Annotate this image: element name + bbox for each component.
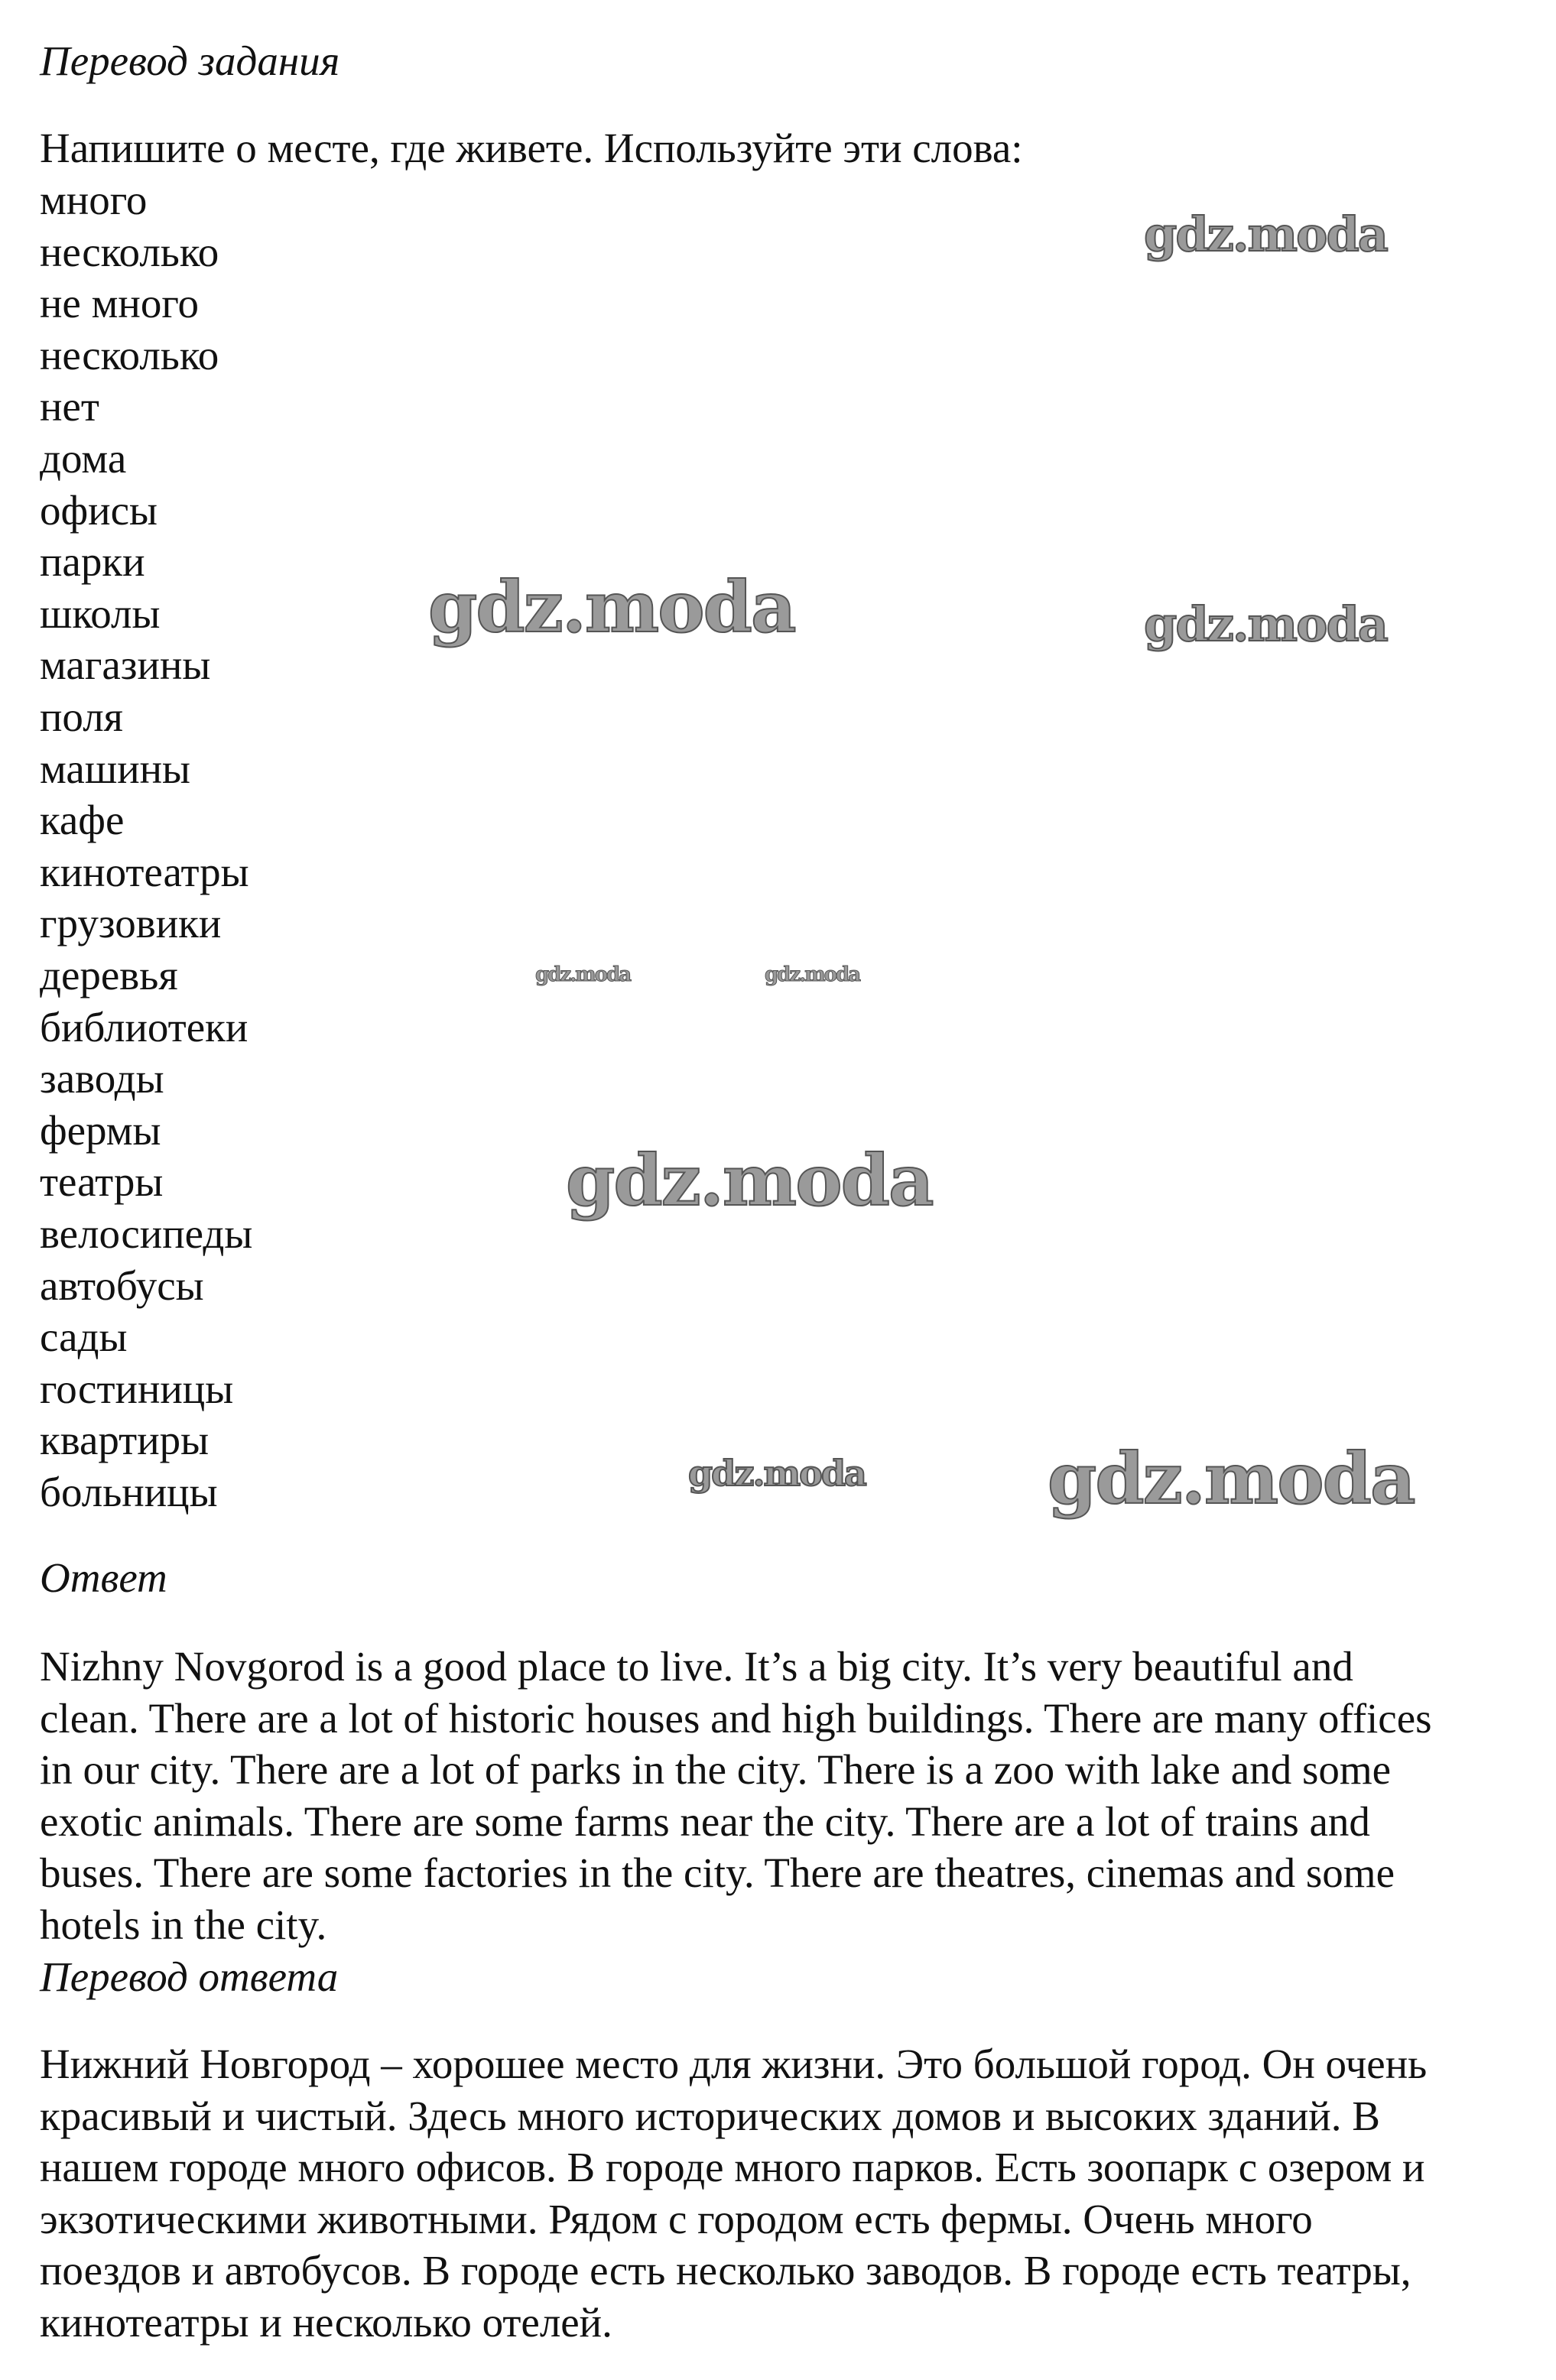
- translation-line: красивый и чистый. Здесь много исторических домов и высоких зданий. В: [40, 2092, 1380, 2139]
- answer-line: Nizhny Novgorod is a good place to live. It’s a big city. It’s very beautiful and: [40, 1643, 1353, 1690]
- answer-line: exotic animals. There are some farms near the city. There are a lot of trains and: [40, 1797, 1370, 1845]
- word-list-item: не много: [40, 280, 200, 327]
- watermark: gdz.moda: [535, 963, 631, 986]
- task-heading: Перевод задания: [40, 37, 340, 84]
- word-list-item: несколько: [40, 331, 219, 378]
- word-list-item: нет: [40, 383, 99, 430]
- watermark: gdz.moda: [1048, 1437, 1415, 1520]
- word-list-item: заводы: [40, 1055, 164, 1102]
- answer-heading: Ответ: [40, 1554, 167, 1601]
- word-list-item: библиотеки: [40, 1003, 249, 1050]
- translation-line: поездов и автобусов. В городе есть несколько заводов. В городе есть театры,: [40, 2247, 1411, 2294]
- word-list-item: автобусы: [40, 1261, 204, 1309]
- watermark: gdz.moda: [1144, 596, 1387, 652]
- word-list-item: офисы: [40, 486, 158, 534]
- word-list-item: машины: [40, 745, 191, 792]
- watermark: gdz.moda: [688, 1453, 866, 1494]
- word-list-item: кинотеатры: [40, 848, 249, 895]
- word-list-item: деревья: [40, 952, 178, 998]
- watermark: gdz.moda: [566, 1139, 933, 1222]
- word-list-item: театры: [40, 1158, 164, 1206]
- word-list-item: несколько: [40, 228, 219, 275]
- word-list-item: кафе: [40, 797, 125, 844]
- translation-heading: Перевод ответа: [40, 1953, 339, 2000]
- task-text: Напишите о месте, где живете. Используйте эти слова:: [40, 125, 1023, 171]
- watermark: gdz.moda: [1144, 206, 1387, 262]
- watermark: gdz.moda: [428, 566, 795, 648]
- word-list-item: магазины: [40, 641, 211, 689]
- answer-line: in our city. There are a lot of parks in the city. There is a zoo with lake and some: [40, 1746, 1392, 1794]
- word-list-item: дома: [40, 435, 127, 482]
- translation-line: Нижний Новгород – хорошее место для жизни. Это большой город. Он очень: [40, 2041, 1428, 2087]
- word-list-item: велосипеды: [40, 1210, 253, 1257]
- word-list-item: много: [40, 177, 148, 223]
- word-list-item: гостиницы: [40, 1365, 234, 1412]
- word-list-item: сады: [40, 1313, 128, 1361]
- word-list-item: больницы: [40, 1469, 218, 1515]
- word-list-item: поля: [40, 693, 123, 740]
- translation-line: экзотическими животными. Рядом с городом есть фермы. Очень много: [40, 2195, 1313, 2242]
- word-list-item: парки: [40, 538, 145, 586]
- word-list-item: фермы: [40, 1106, 161, 1154]
- answer-line: clean. There are a lot of historic houses and high buildings. There are many offices: [40, 1694, 1432, 1742]
- translation-line: нашем городе много офисов. В городе много парков. Есть зоопарк с озером и: [40, 2144, 1425, 2191]
- translation-line: кинотеатры и несколько отелей.: [40, 2299, 612, 2346]
- word-list-item: школы: [40, 589, 161, 637]
- answer-line: buses. There are some factories in the city. There are theatres, cinemas and some: [40, 1849, 1395, 1897]
- word-list-item: грузовики: [40, 900, 222, 947]
- answer-line: hotels in the city.: [40, 1901, 327, 1948]
- watermark: gdz.moda: [765, 963, 860, 986]
- word-list-item: квартиры: [40, 1417, 210, 1464]
